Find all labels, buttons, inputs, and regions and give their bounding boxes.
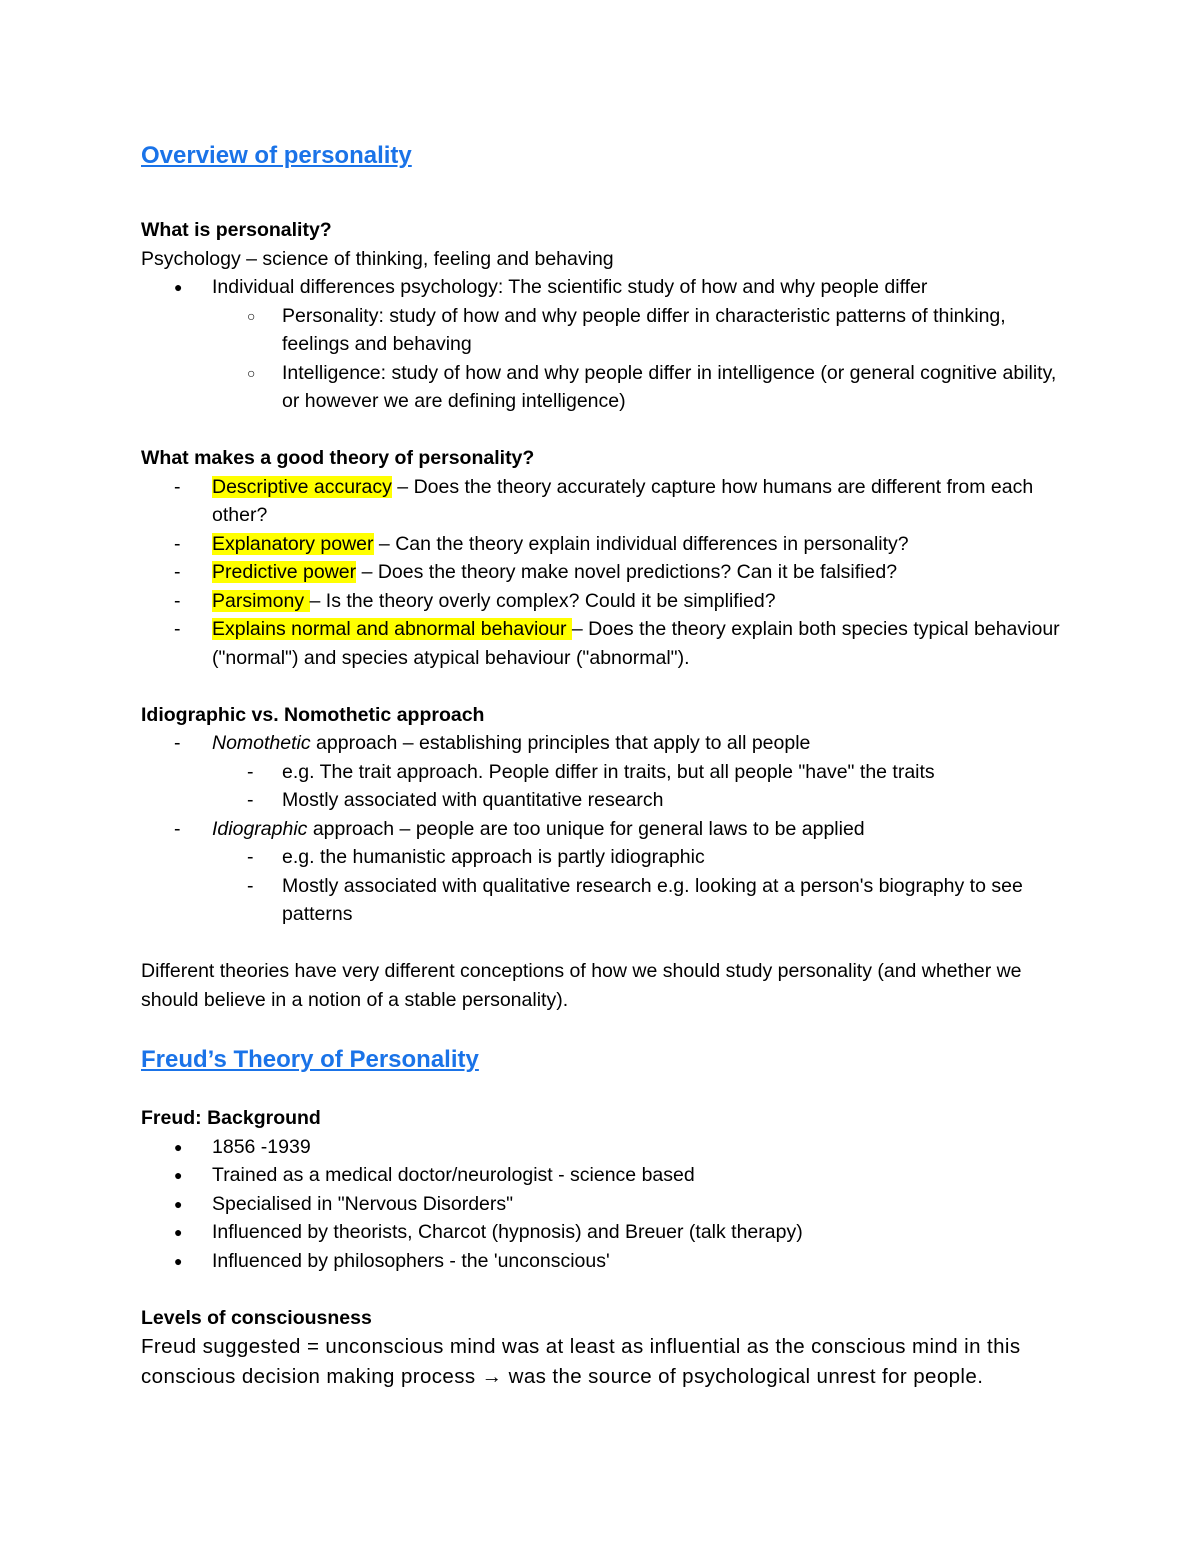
bullet-dash-icon: - [247, 846, 254, 868]
list-item [141, 872, 1061, 929]
list-item-text: Individual differences psychology: The scientific study of how and why people differ [212, 276, 928, 298]
list-item [141, 359, 1061, 416]
list-item [141, 843, 1061, 872]
highlighted-term: Explanatory power [212, 532, 374, 555]
bullet-dash-icon: - [174, 732, 181, 754]
list-item [141, 473, 1061, 530]
heading-freud-background: Freud: Background [141, 1107, 321, 1129]
list-item-text: e.g. The trait approach. People differ in traits, but all people "have" the traits [282, 760, 935, 783]
list-item-text: Influenced by theorists, Charcot (hypnosis) and Breuer (talk therapy) [212, 1221, 803, 1243]
bullet-dash-icon: - [247, 789, 254, 811]
list-item [141, 587, 1061, 616]
highlighted-term: Explains normal and abnormal behaviour [212, 618, 572, 640]
list-item-text: 1856 -1939 [212, 1135, 311, 1158]
list-item-text: Trained as a medical doctor/neurologist - science based [212, 1164, 695, 1186]
list-item-text: – Does the theory accurately capture how humans are different from each other? [212, 475, 1034, 526]
list-item-text: – Can the theory explain individual differences in personality? [373, 532, 909, 555]
italic-term: Idiographic [212, 817, 308, 840]
bullet-dash-icon: - [247, 874, 254, 897]
list-item-text: Influenced by philosophers - the 'unconscious' [212, 1249, 610, 1272]
bullet-dash-icon: - [174, 475, 181, 498]
document-body [141, 140, 1061, 1391]
list-item-text: Intelligence: study of how and why people differ in intelligence (or general cognitive ability, or however we are defining intelligence) [282, 361, 1057, 412]
list-item-text: Specialised in "Nervous Disorders" [212, 1192, 514, 1215]
highlighted-term: Parsimony [212, 589, 310, 612]
list-item-text: Mostly associated with quantitative research [282, 789, 664, 811]
bullet-disc-icon: ● [174, 1252, 183, 1269]
list-item [141, 1190, 1061, 1219]
list-item [141, 815, 1061, 844]
section-title-overview[interactable]: Overview of personality [141, 142, 412, 169]
list-item [141, 758, 1061, 787]
bullet-disc-icon: ● [174, 1167, 183, 1183]
list-item-text: e.g. the humanistic approach is partly idiographic [282, 846, 705, 868]
heading-what-is-personality: What is personality? [141, 219, 332, 241]
bullet-dash-icon: - [174, 532, 181, 555]
section-title-freud[interactable]: Freud’s Theory of Personality [141, 1046, 479, 1073]
bullet-disc-icon: ● [174, 279, 183, 295]
list-item [141, 558, 1061, 587]
bullet-dash-icon: - [174, 589, 181, 612]
list-item-text: Personality: study of how and why people differ in characteristic patterns of thinking, feelings and behaving [282, 304, 1006, 355]
bullet-circle-icon: ○ [247, 364, 256, 381]
bullet-disc-icon: ● [174, 1224, 183, 1240]
list-item-text: approach – establishing principles that apply to all people [310, 732, 811, 754]
heading-idiographic-nomothetic: Idiographic vs. Nomothetic approach [141, 703, 485, 726]
bullet-disc-icon: ● [174, 1138, 183, 1155]
bullet-dash-icon: - [174, 561, 181, 583]
highlighted-term: Predictive power [212, 561, 357, 583]
list-item [141, 1133, 1061, 1162]
bullet-disc-icon: ● [174, 1195, 183, 1212]
list-item-text: – Does the theory make novel predictions? Can it be falsified? [356, 561, 898, 583]
list-item [141, 786, 1061, 815]
list-item [141, 1247, 1061, 1276]
paragraph-levels: Freud suggested = unconscious mind was at least as influential as the conscious mind in this conscious decision making process → was the source of psychological unrest for people. [141, 1335, 1021, 1388]
list-item [141, 530, 1061, 559]
list-item-text: approach – people are too unique for general laws to be applied [307, 817, 865, 840]
list-item-text: – Is the theory overly complex? Could it be simplified? [309, 589, 776, 612]
list-item [141, 273, 1061, 302]
list-item [141, 1161, 1061, 1190]
paragraph-psychology: Psychology – science of thinking, feeling and behaving [141, 247, 614, 270]
list-item [141, 302, 1061, 359]
italic-term: Nomothetic [212, 732, 311, 754]
paragraph-closing: Different theories have very different conceptions of how we should study personality (and whether we should believe in a notion of a stable personality). [141, 960, 1022, 1011]
list-item-text: Mostly associated with qualitative research e.g. looking at a person's biography to see patterns [282, 874, 1023, 925]
bullet-dash-icon: - [247, 760, 254, 783]
list-item [141, 615, 1061, 672]
highlighted-term: Descriptive accuracy [212, 475, 392, 498]
bullet-dash-icon: - [174, 817, 181, 840]
bullet-circle-icon: ○ [247, 307, 256, 324]
list-item [141, 729, 1061, 758]
list-item-text: – Does the theory explain both species typical behaviour ("normal") and species atypical behaviour ("abnormal"). [212, 618, 1060, 669]
list-item [141, 1218, 1061, 1247]
heading-levels-consciousness: Levels of consciousness [141, 1306, 372, 1329]
heading-good-theory: What makes a good theory of personality? [141, 447, 535, 469]
bullet-dash-icon: - [174, 618, 181, 640]
